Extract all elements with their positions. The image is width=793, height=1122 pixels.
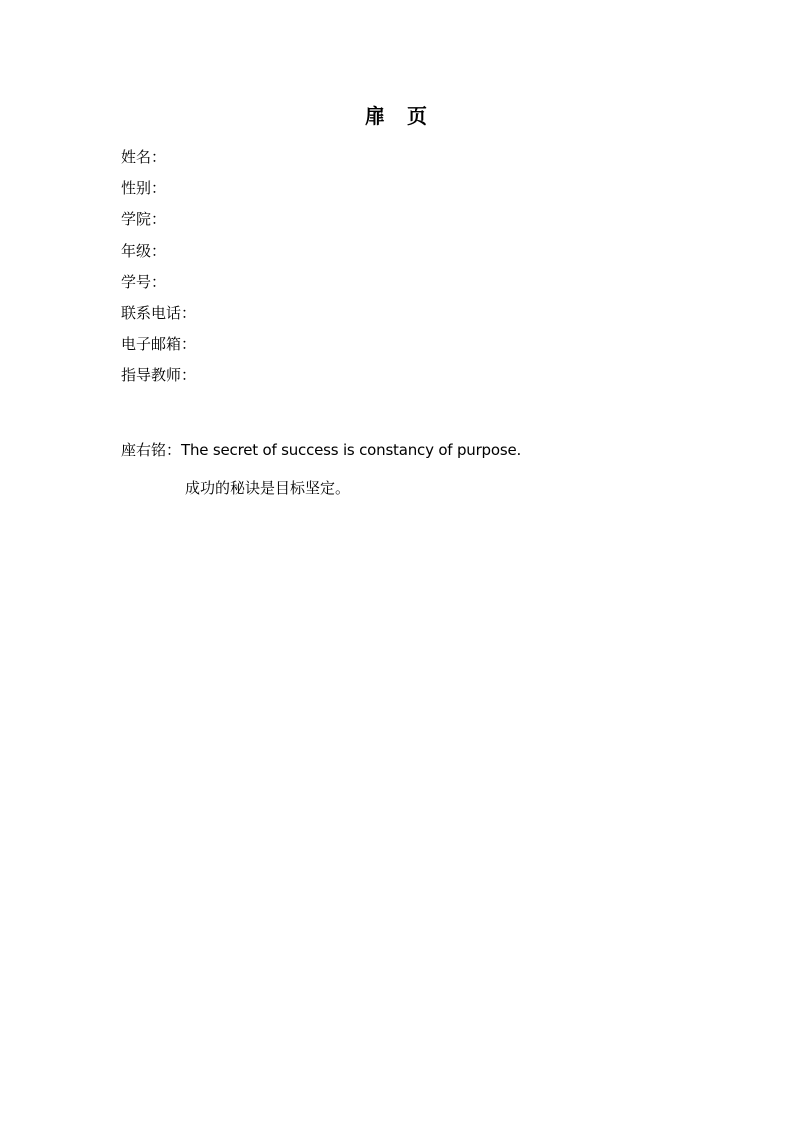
field-gender-label: 性别： [121,179,167,198]
field-phone-label: 联系电话： [121,303,197,322]
motto-chinese: 成功的秘诀是目标坚定。 [185,479,351,497]
personal-info-fields [121,142,196,392]
page-title: 扉 页 [365,104,428,128]
field-grade-label: 年级： [121,241,167,260]
field-student-id-label: 学号： [121,272,167,291]
motto-english: The secret of success is constancy of purpose. [181,441,522,459]
field-email-label: 电子邮箱： [121,335,197,354]
field-advisor-label: 指导教师： [121,366,197,385]
motto-label: 座右铭： [121,441,182,459]
field-college-label: 学院： [121,210,167,229]
field-name-label: 姓名： [121,148,167,166]
motto-line [121,436,521,464]
